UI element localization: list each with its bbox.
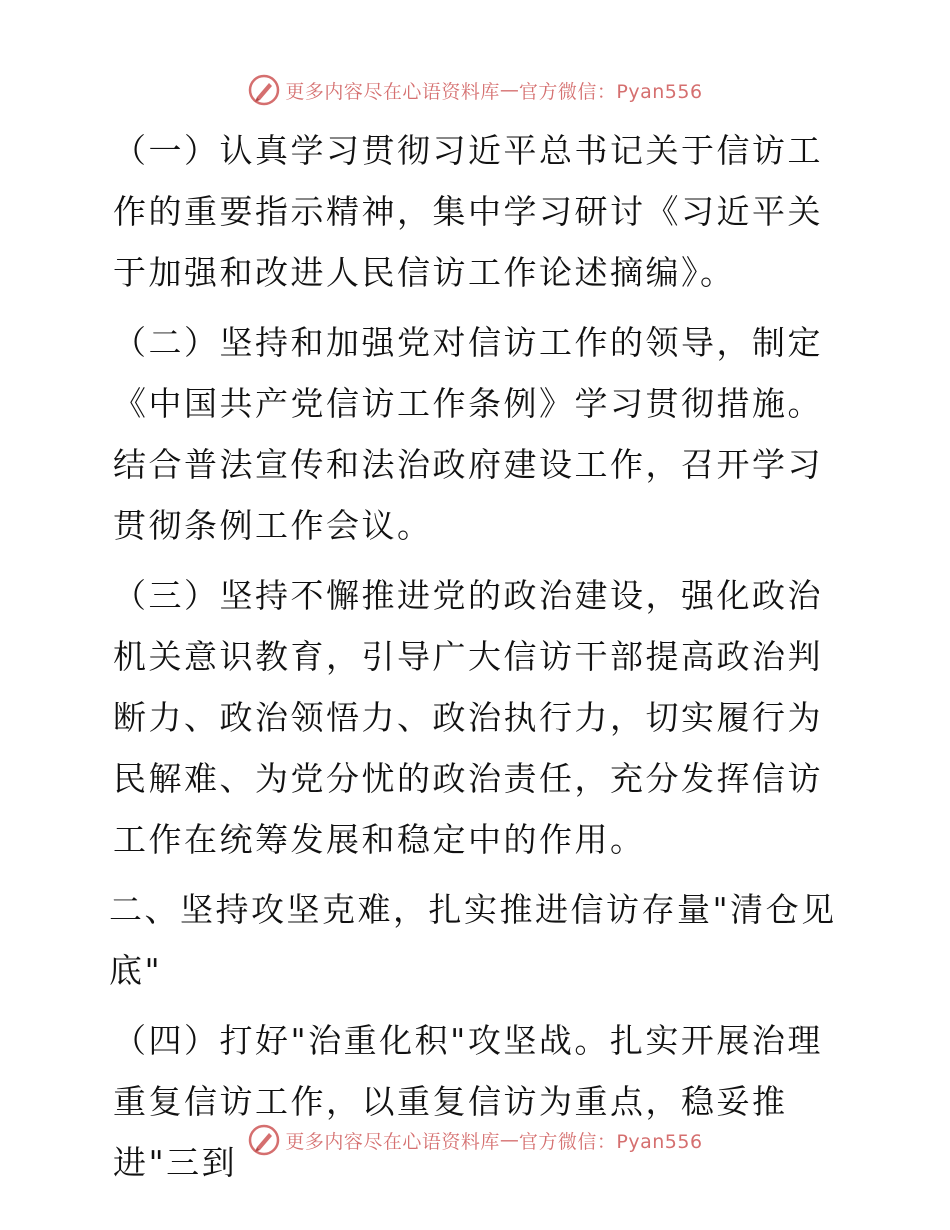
section-heading: 二、坚持攻坚克难，扎实推进信访存量"清仓见底" [109, 890, 837, 990]
watermark-separator: — [499, 79, 519, 101]
watermark-wechat: 官方微信：Pyan556 [518, 80, 703, 103]
watermark-separator: — [499, 1129, 519, 1151]
document-body [97, 120, 857, 1202]
paragraph-1: （一）认真学习贯彻习近平总书记关于信访工作的重要指示精神，集中学习研讨《习近平关于加强和改进人民信访工作论述摘编》。 [113, 131, 823, 292]
paragraph-3: （三）坚持不懈推进党的政治建设，强化政治机关意识教育，引导广大信访干部提高政治判断力、政治领悟力、政治执行力，切实履行为民解难、为党分忧的政治责任，充分发挥信访工作在统筹发展和稳定中的作用。 [113, 576, 823, 859]
watermark-footer [0, 1120, 950, 1160]
watermark-text: 更多内容尽在心语资料库 [285, 80, 500, 103]
watermark-text: 更多内容尽在心语资料库 [285, 1130, 500, 1153]
pen-logo-icon [247, 1123, 281, 1157]
watermark-wechat: 官方微信：Pyan556 [518, 1130, 703, 1153]
watermark-header [0, 70, 950, 110]
paragraph-4: （四）打好"治重化积"攻坚战。扎实开展治理重复信访工作，以重复信访为重点，稳妥推进"三到 [113, 1021, 823, 1182]
paragraph-2: （二）坚持和加强党对信访工作的领导，制定《中国共产党信访工作条例》学习贯彻措施。结合普法宣传和法治政府建设工作，召开学习贯彻条例工作会议。 [113, 323, 823, 545]
pen-logo-icon [247, 73, 281, 107]
